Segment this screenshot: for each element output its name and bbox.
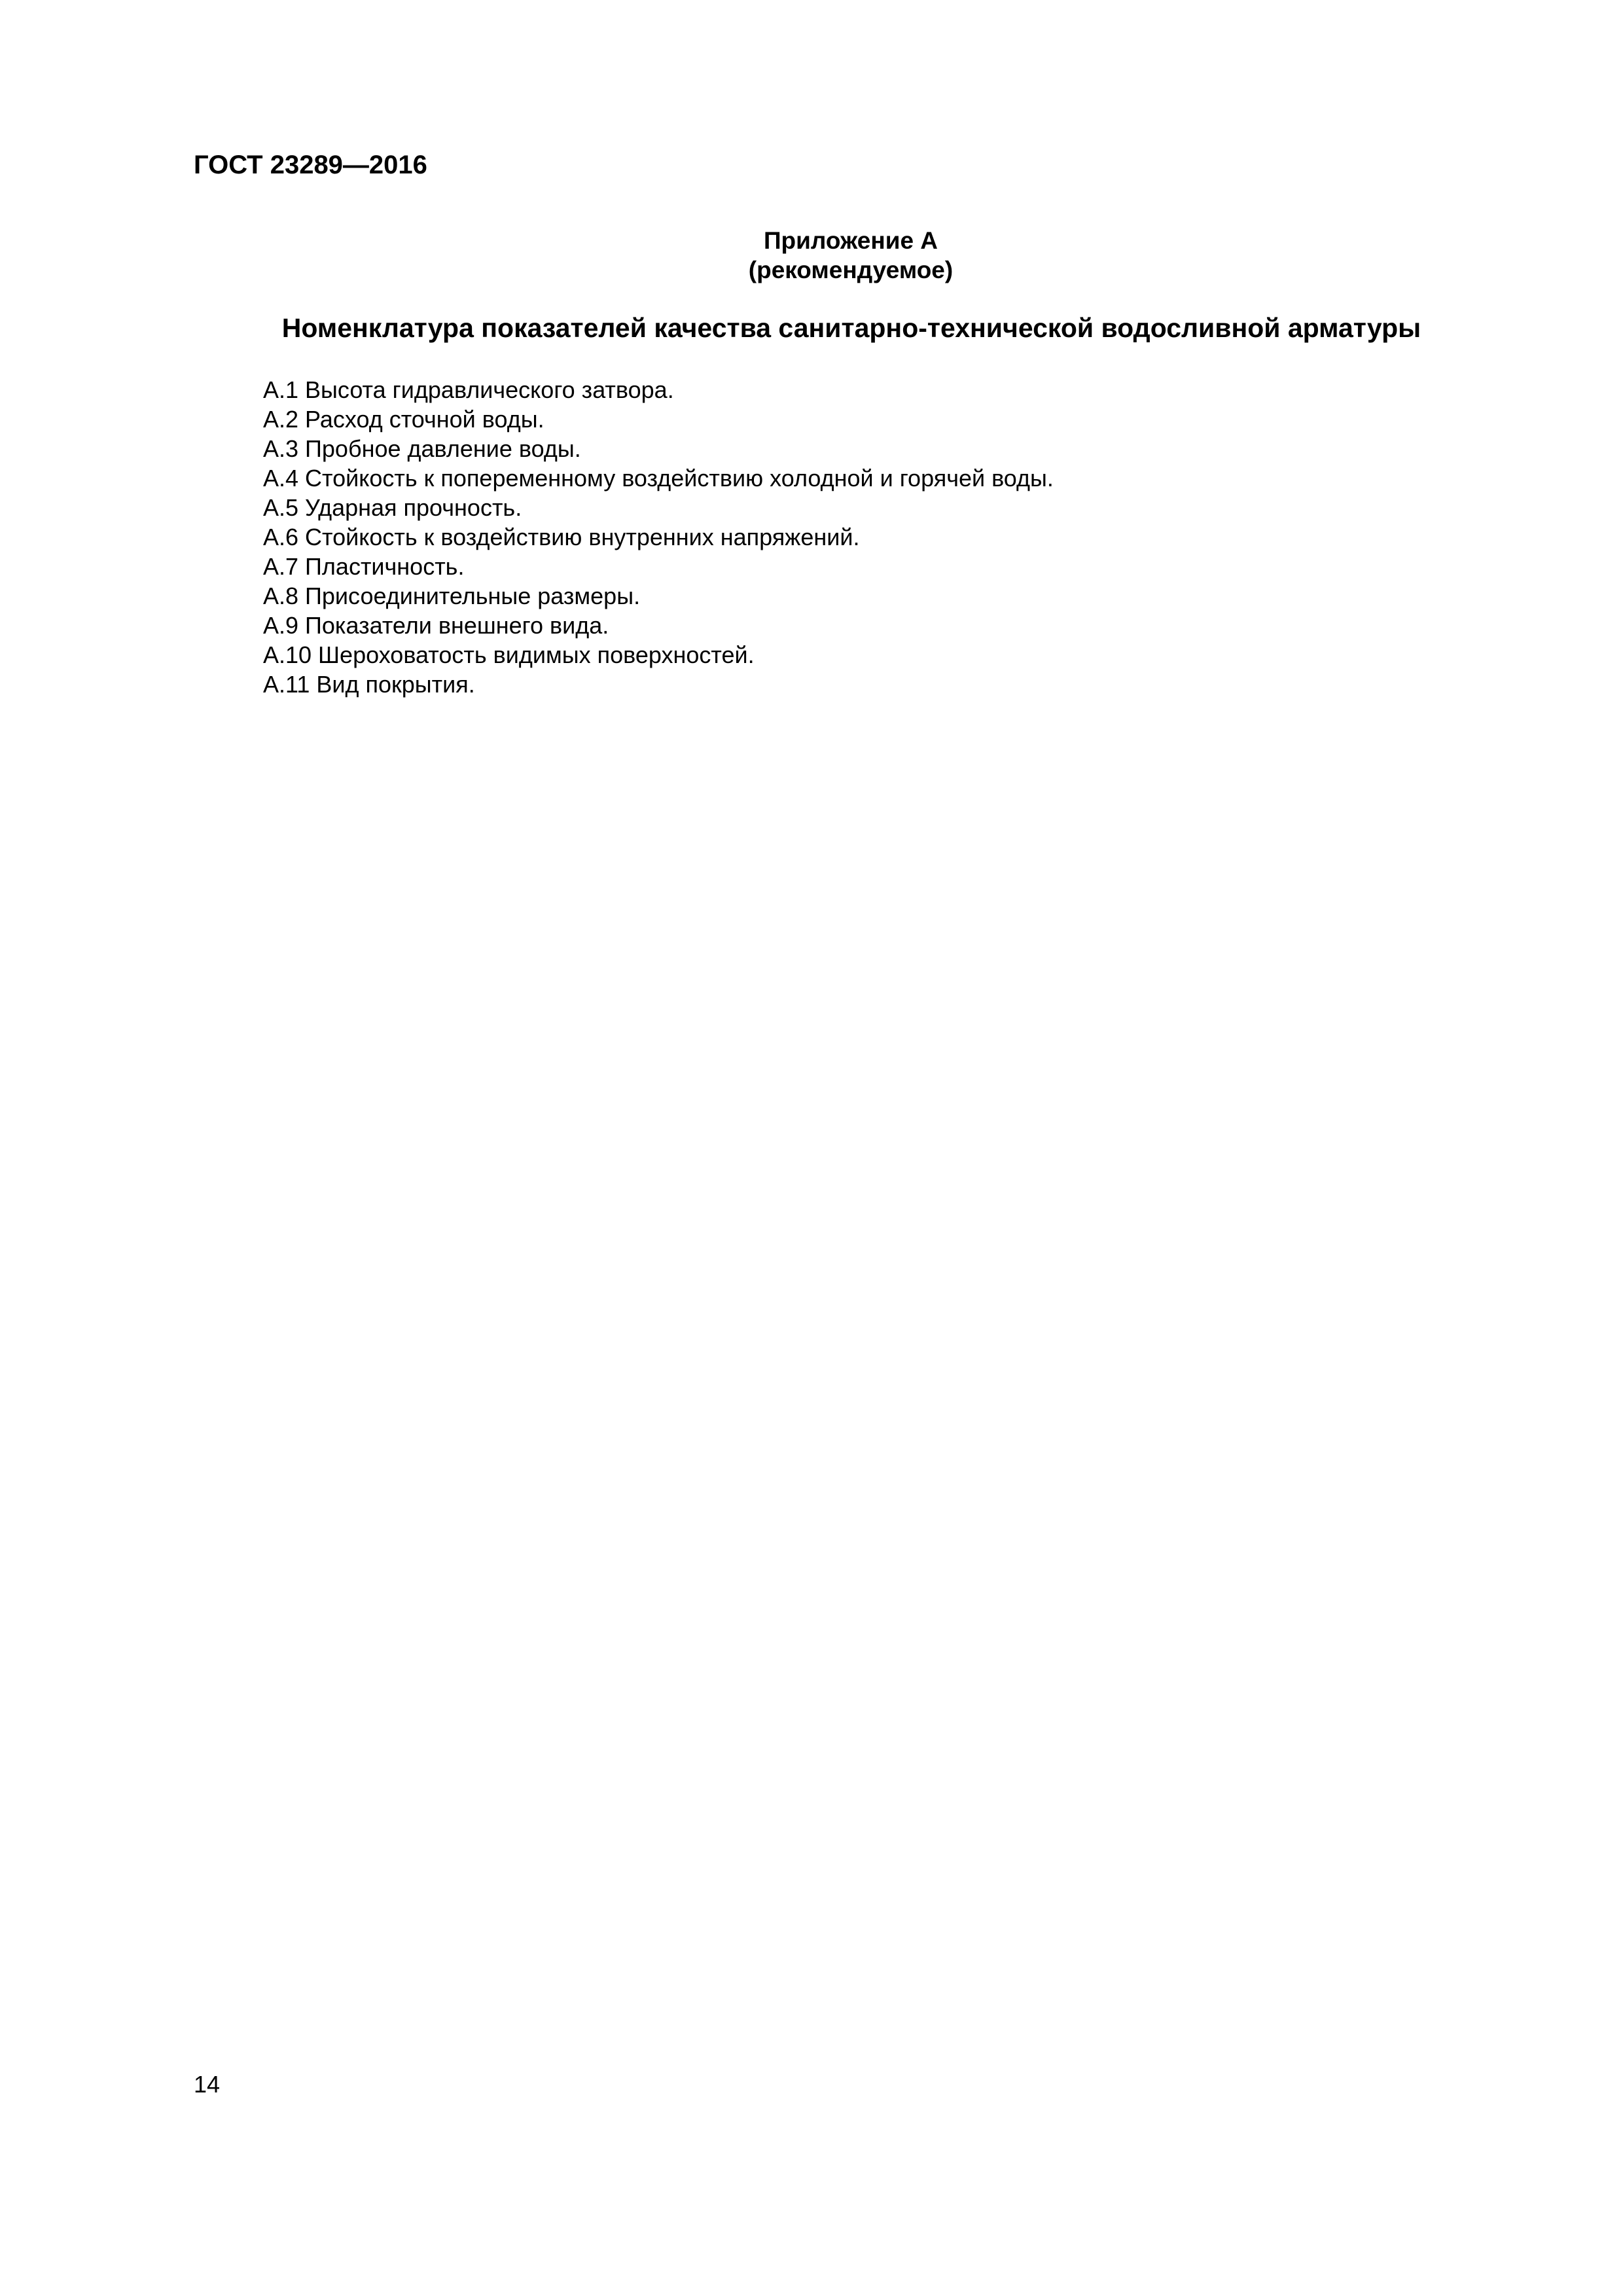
list-item: А.2 Расход сточной воды. bbox=[263, 406, 544, 433]
annex-title-block bbox=[0, 226, 1623, 285]
annex-status: (рекомендуемое) bbox=[748, 257, 954, 283]
list-item: А.7 Пластичность. bbox=[263, 553, 465, 580]
annex-title: Приложение А bbox=[763, 227, 938, 254]
indicator-list bbox=[263, 375, 1054, 699]
list-item: А.3 Пробное давление воды. bbox=[263, 435, 581, 462]
list-item: А.10 Шероховатость видимых поверхностей. bbox=[263, 641, 755, 668]
annex-heading: Номенклатура показателей качества санитарно-технической водосливной арматуры bbox=[281, 313, 1421, 343]
page-number: 14 bbox=[194, 2071, 221, 2098]
list-item: А.4 Стойкость к попеременному воздействию холодной и горячей воды. bbox=[263, 465, 1054, 492]
list-item: А.11 Вид покрытия. bbox=[263, 671, 475, 698]
list-item: А.9 Показатели внешнего вида. bbox=[263, 612, 609, 639]
list-item: А.5 Ударная прочность. bbox=[263, 494, 522, 521]
list-item: А.6 Стойкость к воздействию внутренних напряжений. bbox=[263, 524, 860, 550]
list-item: А.1 Высота гидравлического затвора. bbox=[263, 376, 674, 403]
document-code: ГОСТ 23289—2016 bbox=[194, 151, 427, 179]
list-item: А.8 Присоединительные размеры. bbox=[263, 583, 641, 609]
